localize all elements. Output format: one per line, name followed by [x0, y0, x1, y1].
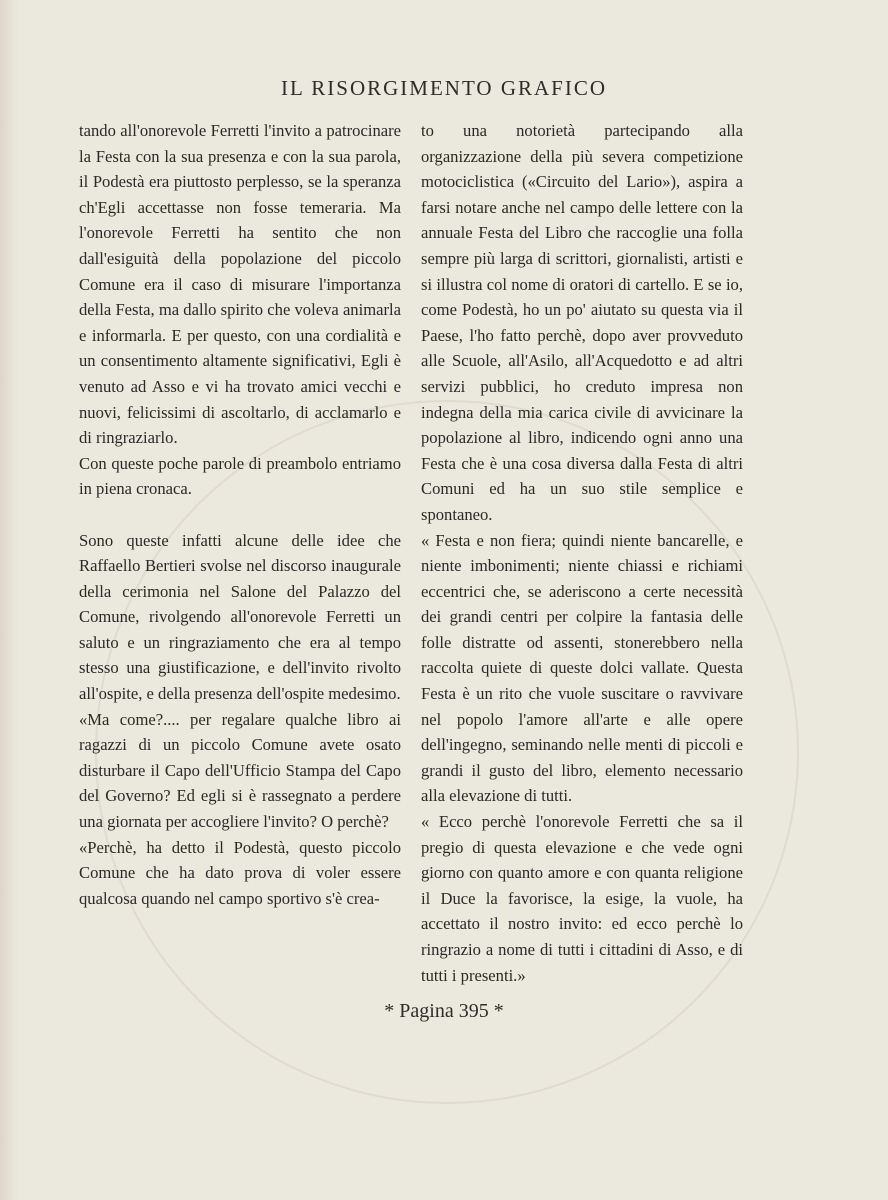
paragraph: Sono queste infatti alcune delle idee che Raffaello Bertieri svolse nel discorso inaugurale della cerimonia nel Salone del Palazzo del Comune, rivolgendo all'onorevole Ferretti un saluto e un ringraziamento che era al tempo stesso una giustificazione, e dell'invito rivolto all'ospite, e della presenza dell'ospite medesimo. [79, 530, 401, 704]
running-head: IL RISORGIMENTO GRAFICO [280, 76, 607, 100]
right-column [421, 118, 743, 988]
paragraph: « Ecco perchè l'onorevole Ferretti che sa il pregio di questa elevazione e che vede ogni giorno con quanto amore e con quanta religione il Duce la favorisce, la esige, la vuole, ha accettato il nostro invito: ed ecco perchè lo ringrazio a nome di tutti i cittadini di Asso, e di tutti i presenti.» [421, 812, 743, 985]
paragraph-gap [79, 502, 401, 528]
paragraph: to una notorietà partecipando alla organizzazione della più severa competizione motociclistica («Circuito del Lario»), aspira a farsi notare anche nel campo delle lettere con la annuale Festa del Libro che raccoglie una folla sempre più larga di scrittori, giornalisti, artisti e si illustra col nome di oratori di cartello. E se io, come Podestà, ho un po' aiutato su questa via il Paese, l'ho fatto perchè, dopo aver provveduto alle Scuole, all'Asilo, all'Acquedotto e ad altri servizi pubblici, ho creduto impresa non indegna della mia carica civile di avvicinare la popolazione al libro, indicendo ogni anno una Festa che è una cosa diversa dalla Festa di altri Comuni ed ha un suo stile semplice e spontaneo. [421, 121, 743, 524]
paragraph: « Festa e non fiera; quindi niente bancarelle, e niente imbonimenti; niente chiassi e richiami eccentrici che, se aderiscono a certe necessità dei grandi centri per colpire la fantasia delle folle distratte od assenti, stonerebbero nella raccolta quiete di queste dolci vallate. Questa Festa è un rito che vuole suscitare o ravvivare nel popolo l'amore all'arte e alle opere dell'ingegno, seminando nelle menti di piccoli e grandi il gusto del libro, elemento necessario alla elevazione di tutti. [421, 530, 743, 806]
left-column [79, 118, 401, 911]
paragraph: Con queste poche parole di preambolo entriamo in piena cronaca. [79, 453, 401, 499]
page-number: * Pagina 395 * [384, 1000, 504, 1022]
paragraph: «Perchè, ha detto il Podestà, questo piccolo Comune che ha dato prova di voler essere qualcosa quando nel campo sportivo s'è crea- [79, 837, 401, 908]
paragraph: «Ma come?.... per regalare qualche libro ai ragazzi di un piccolo Comune avete osato disturbare il Capo dell'Ufficio Stampa del Capo del Governo? Ed egli si è rassegnato a perdere una giornata per accogliere l'invito? O perchè? [79, 709, 401, 832]
paragraph: tando all'onorevole Ferretti l'invito a patrocinare la Festa con la sua presenza e con la sua parola, il Podestà era piuttosto perplesso, se la speranza ch'Egli accettasse non fosse temeraria. Ma l'onorevole Ferretti ha sentito che non dall'esiguità della popolazione del piccolo Comune era il caso di misurare l'importanza della Festa, ma dallo spirito che voleva animarla e informarla. E per questo, con una cordialità e un consentimento altamente significativi, Egli è venuto ad Asso e vi ha trovato amici vecchi e nuovi, felicissimi di ascoltarlo, di acclamarlo e di ringraziarlo. [79, 121, 401, 448]
